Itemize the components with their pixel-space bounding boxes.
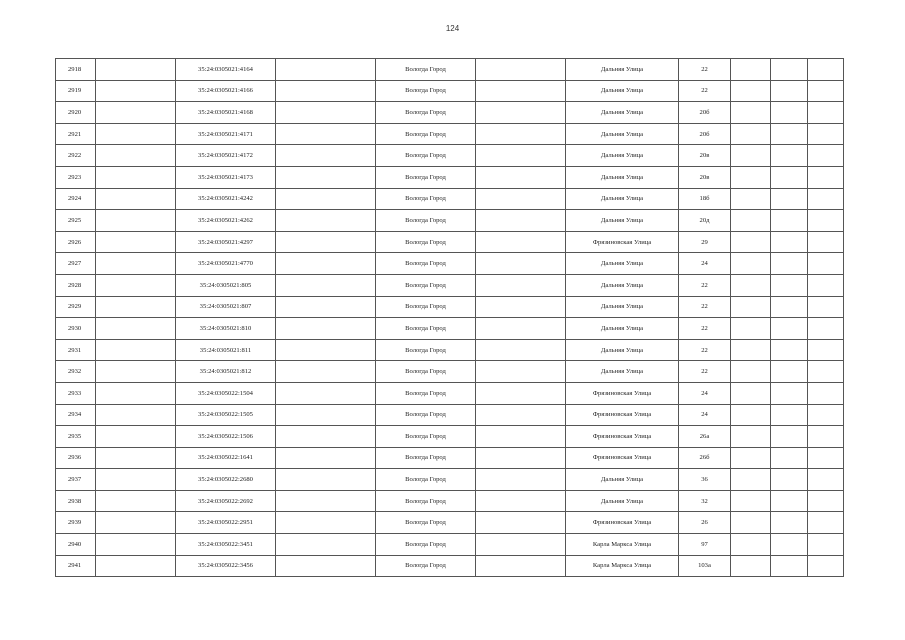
cadastral-number-cell: 35:24:0305021:812 <box>176 361 276 383</box>
house-number-cell: 20д <box>679 210 731 232</box>
empty-cell <box>276 231 376 253</box>
empty-cell <box>276 123 376 145</box>
empty-cell <box>731 145 771 167</box>
empty-cell <box>276 490 376 512</box>
city-cell: Вологда Город <box>376 512 476 534</box>
empty-cell <box>808 274 844 296</box>
empty-cell <box>476 469 566 491</box>
empty-cell <box>808 231 844 253</box>
street-cell: Дальняя Улица <box>566 145 679 167</box>
empty-cell <box>771 534 808 556</box>
empty-cell <box>476 555 566 577</box>
table-row <box>56 296 844 318</box>
row-number-cell: 2933 <box>56 382 96 404</box>
empty-cell <box>476 339 566 361</box>
empty-cell <box>476 253 566 275</box>
empty-cell <box>96 426 176 448</box>
empty-cell <box>476 166 566 188</box>
house-number-cell: 20в <box>679 145 731 167</box>
empty-cell <box>96 318 176 340</box>
empty-cell <box>771 231 808 253</box>
city-cell: Вологда Город <box>376 253 476 275</box>
empty-cell <box>731 296 771 318</box>
row-number-cell: 2918 <box>56 59 96 81</box>
house-number-cell: 26б <box>679 447 731 469</box>
street-cell: Дальняя Улица <box>566 339 679 361</box>
empty-cell <box>771 123 808 145</box>
row-number-cell: 2926 <box>56 231 96 253</box>
registry-table-body <box>56 59 844 577</box>
empty-cell <box>276 469 376 491</box>
empty-cell <box>96 512 176 534</box>
row-number-cell: 2938 <box>56 490 96 512</box>
empty-cell <box>276 210 376 232</box>
street-cell: Фрязиновская Улица <box>566 404 679 426</box>
street-cell: Дальняя Улица <box>566 59 679 81</box>
empty-cell <box>808 361 844 383</box>
cadastral-number-cell: 35:24:0305022:1641 <box>176 447 276 469</box>
empty-cell <box>771 274 808 296</box>
house-number-cell: 26а <box>679 426 731 448</box>
empty-cell <box>476 210 566 232</box>
street-cell: Карла Маркса Улица <box>566 555 679 577</box>
empty-cell <box>276 166 376 188</box>
empty-cell <box>731 274 771 296</box>
cadastral-number-cell: 35:24:0305022:1504 <box>176 382 276 404</box>
house-number-cell: 22 <box>679 339 731 361</box>
table-row <box>56 555 844 577</box>
empty-cell <box>731 447 771 469</box>
table-row <box>56 210 844 232</box>
house-number-cell: 20б <box>679 123 731 145</box>
empty-cell <box>808 59 844 81</box>
street-cell: Дальняя Улица <box>566 80 679 102</box>
empty-cell <box>276 59 376 81</box>
row-number-cell: 2923 <box>56 166 96 188</box>
cadastral-number-cell: 35:24:0305021:807 <box>176 296 276 318</box>
empty-cell <box>96 145 176 167</box>
house-number-cell: 103а <box>679 555 731 577</box>
cadastral-number-cell: 35:24:0305021:4770 <box>176 253 276 275</box>
empty-cell <box>96 102 176 124</box>
cadastral-number-cell: 35:24:0305022:2680 <box>176 469 276 491</box>
row-number-cell: 2924 <box>56 188 96 210</box>
empty-cell <box>808 166 844 188</box>
row-number-cell: 2922 <box>56 145 96 167</box>
cadastral-number-cell: 35:24:0305021:805 <box>176 274 276 296</box>
row-number-cell: 2939 <box>56 512 96 534</box>
empty-cell <box>96 166 176 188</box>
empty-cell <box>476 404 566 426</box>
street-cell: Дальняя Улица <box>566 361 679 383</box>
empty-cell <box>731 253 771 275</box>
empty-cell <box>276 512 376 534</box>
empty-cell <box>476 534 566 556</box>
city-cell: Вологда Город <box>376 59 476 81</box>
cadastral-number-cell: 35:24:0305021:4166 <box>176 80 276 102</box>
city-cell: Вологда Город <box>376 166 476 188</box>
empty-cell <box>808 339 844 361</box>
cadastral-number-cell: 35:24:0305021:4168 <box>176 102 276 124</box>
street-cell: Фрязиновская Улица <box>566 426 679 448</box>
row-number-cell: 2925 <box>56 210 96 232</box>
empty-cell <box>731 318 771 340</box>
empty-cell <box>96 210 176 232</box>
empty-cell <box>276 80 376 102</box>
city-cell: Вологда Город <box>376 296 476 318</box>
street-cell: Дальняя Улица <box>566 490 679 512</box>
empty-cell <box>96 274 176 296</box>
cadastral-number-cell: 35:24:0305022:2692 <box>176 490 276 512</box>
cadastral-number-cell: 35:24:0305022:1505 <box>176 404 276 426</box>
table-row <box>56 102 844 124</box>
empty-cell <box>731 404 771 426</box>
empty-cell <box>731 426 771 448</box>
empty-cell <box>771 555 808 577</box>
house-number-cell: 18б <box>679 188 731 210</box>
empty-cell <box>476 382 566 404</box>
empty-cell <box>808 102 844 124</box>
street-cell: Дальняя Улица <box>566 296 679 318</box>
row-number-cell: 2931 <box>56 339 96 361</box>
empty-cell <box>808 469 844 491</box>
empty-cell <box>731 555 771 577</box>
empty-cell <box>476 490 566 512</box>
empty-cell <box>808 382 844 404</box>
registry-table <box>55 58 844 577</box>
empty-cell <box>96 231 176 253</box>
empty-cell <box>476 145 566 167</box>
empty-cell <box>96 253 176 275</box>
empty-cell <box>96 296 176 318</box>
empty-cell <box>476 80 566 102</box>
street-cell: Карла Маркса Улица <box>566 534 679 556</box>
street-cell: Фрязиновская Улица <box>566 447 679 469</box>
row-number-cell: 2936 <box>56 447 96 469</box>
empty-cell <box>731 210 771 232</box>
city-cell: Вологда Город <box>376 404 476 426</box>
empty-cell <box>771 166 808 188</box>
empty-cell <box>276 555 376 577</box>
city-cell: Вологда Город <box>376 382 476 404</box>
table-row <box>56 166 844 188</box>
empty-cell <box>96 404 176 426</box>
row-number-cell: 2937 <box>56 469 96 491</box>
empty-cell <box>731 339 771 361</box>
empty-cell <box>96 490 176 512</box>
house-number-cell: 36 <box>679 469 731 491</box>
street-cell: Дальняя Улица <box>566 188 679 210</box>
street-cell: Дальняя Улица <box>566 469 679 491</box>
street-cell: Дальняя Улица <box>566 318 679 340</box>
empty-cell <box>276 339 376 361</box>
city-cell: Вологда Город <box>376 123 476 145</box>
table-row <box>56 231 844 253</box>
city-cell: Вологда Город <box>376 555 476 577</box>
empty-cell <box>276 404 376 426</box>
empty-cell <box>771 382 808 404</box>
street-cell: Фрязиновская Улица <box>566 382 679 404</box>
empty-cell <box>476 123 566 145</box>
table-row <box>56 339 844 361</box>
empty-cell <box>731 361 771 383</box>
empty-cell <box>771 447 808 469</box>
empty-cell <box>96 555 176 577</box>
empty-cell <box>96 361 176 383</box>
cadastral-number-cell: 35:24:0305021:4262 <box>176 210 276 232</box>
city-cell: Вологда Город <box>376 318 476 340</box>
house-number-cell: 29 <box>679 231 731 253</box>
empty-cell <box>808 318 844 340</box>
table-row <box>56 361 844 383</box>
house-number-cell: 24 <box>679 382 731 404</box>
empty-cell <box>771 296 808 318</box>
empty-cell <box>731 166 771 188</box>
street-cell: Дальняя Улица <box>566 123 679 145</box>
empty-cell <box>808 296 844 318</box>
empty-cell <box>96 188 176 210</box>
table-row <box>56 59 844 81</box>
empty-cell <box>808 447 844 469</box>
empty-cell <box>731 59 771 81</box>
empty-cell <box>771 404 808 426</box>
row-number-cell: 2934 <box>56 404 96 426</box>
city-cell: Вологда Город <box>376 210 476 232</box>
empty-cell <box>808 188 844 210</box>
row-number-cell: 2935 <box>56 426 96 448</box>
row-number-cell: 2927 <box>56 253 96 275</box>
empty-cell <box>276 274 376 296</box>
empty-cell <box>96 80 176 102</box>
city-cell: Вологда Город <box>376 231 476 253</box>
cadastral-number-cell: 35:24:0305021:4297 <box>176 231 276 253</box>
street-cell: Дальняя Улица <box>566 253 679 275</box>
empty-cell <box>476 102 566 124</box>
cadastral-number-cell: 35:24:0305022:2951 <box>176 512 276 534</box>
house-number-cell: 32 <box>679 490 731 512</box>
row-number-cell: 2928 <box>56 274 96 296</box>
city-cell: Вологда Город <box>376 188 476 210</box>
empty-cell <box>771 490 808 512</box>
table-row <box>56 123 844 145</box>
table-row <box>56 512 844 534</box>
house-number-cell: 97 <box>679 534 731 556</box>
empty-cell <box>96 339 176 361</box>
city-cell: Вологда Город <box>376 447 476 469</box>
table-row <box>56 447 844 469</box>
empty-cell <box>808 210 844 232</box>
table-row <box>56 490 844 512</box>
empty-cell <box>771 339 808 361</box>
empty-cell <box>276 447 376 469</box>
empty-cell <box>771 426 808 448</box>
empty-cell <box>276 188 376 210</box>
empty-cell <box>476 447 566 469</box>
empty-cell <box>276 102 376 124</box>
empty-cell <box>476 318 566 340</box>
cadastral-number-cell: 35:24:0305021:4164 <box>176 59 276 81</box>
table-row <box>56 274 844 296</box>
empty-cell <box>771 469 808 491</box>
city-cell: Вологда Город <box>376 534 476 556</box>
empty-cell <box>731 102 771 124</box>
city-cell: Вологда Город <box>376 145 476 167</box>
house-number-cell: 22 <box>679 361 731 383</box>
empty-cell <box>476 296 566 318</box>
row-number-cell: 2929 <box>56 296 96 318</box>
empty-cell <box>476 361 566 383</box>
empty-cell <box>771 188 808 210</box>
empty-cell <box>808 145 844 167</box>
empty-cell <box>731 512 771 534</box>
street-cell: Дальняя Улица <box>566 210 679 232</box>
empty-cell <box>771 210 808 232</box>
empty-cell <box>276 534 376 556</box>
empty-cell <box>276 145 376 167</box>
cadastral-number-cell: 35:24:0305021:4171 <box>176 123 276 145</box>
table-row <box>56 469 844 491</box>
empty-cell <box>476 59 566 81</box>
empty-cell <box>276 253 376 275</box>
table-row <box>56 145 844 167</box>
empty-cell <box>476 231 566 253</box>
house-number-cell: 24 <box>679 253 731 275</box>
house-number-cell: 22 <box>679 80 731 102</box>
row-number-cell: 2921 <box>56 123 96 145</box>
empty-cell <box>808 80 844 102</box>
cadastral-number-cell: 35:24:0305021:4172 <box>176 145 276 167</box>
city-cell: Вологда Город <box>376 80 476 102</box>
cadastral-number-cell: 35:24:0305021:4173 <box>176 166 276 188</box>
empty-cell <box>476 274 566 296</box>
empty-cell <box>808 534 844 556</box>
empty-cell <box>808 404 844 426</box>
row-number-cell: 2940 <box>56 534 96 556</box>
city-cell: Вологда Город <box>376 469 476 491</box>
page-number: 124 <box>445 24 460 33</box>
empty-cell <box>276 318 376 340</box>
empty-cell <box>731 534 771 556</box>
city-cell: Вологда Город <box>376 274 476 296</box>
cadastral-number-cell: 35:24:0305021:4242 <box>176 188 276 210</box>
table-row <box>56 253 844 275</box>
row-number-cell: 2920 <box>56 102 96 124</box>
empty-cell <box>771 512 808 534</box>
empty-cell <box>731 231 771 253</box>
city-cell: Вологда Город <box>376 426 476 448</box>
row-number-cell: 2930 <box>56 318 96 340</box>
house-number-cell: 22 <box>679 59 731 81</box>
street-cell: Дальняя Улица <box>566 274 679 296</box>
empty-cell <box>771 145 808 167</box>
row-number-cell: 2919 <box>56 80 96 102</box>
empty-cell <box>96 534 176 556</box>
empty-cell <box>808 490 844 512</box>
street-cell: Дальняя Улица <box>566 102 679 124</box>
table-row <box>56 382 844 404</box>
empty-cell <box>771 361 808 383</box>
empty-cell <box>476 512 566 534</box>
table-row <box>56 534 844 556</box>
empty-cell <box>808 555 844 577</box>
empty-cell <box>771 253 808 275</box>
house-number-cell: 22 <box>679 274 731 296</box>
empty-cell <box>731 188 771 210</box>
table-row <box>56 188 844 210</box>
empty-cell <box>808 512 844 534</box>
empty-cell <box>808 426 844 448</box>
cadastral-number-cell: 35:24:0305021:811 <box>176 339 276 361</box>
street-cell: Фрязиновская Улица <box>566 512 679 534</box>
empty-cell <box>771 80 808 102</box>
empty-cell <box>808 123 844 145</box>
empty-cell <box>731 123 771 145</box>
empty-cell <box>808 253 844 275</box>
empty-cell <box>476 188 566 210</box>
city-cell: Вологда Город <box>376 102 476 124</box>
empty-cell <box>276 296 376 318</box>
city-cell: Вологда Город <box>376 490 476 512</box>
empty-cell <box>476 426 566 448</box>
empty-cell <box>96 469 176 491</box>
empty-cell <box>96 123 176 145</box>
table-row <box>56 80 844 102</box>
empty-cell <box>96 447 176 469</box>
house-number-cell: 22 <box>679 318 731 340</box>
empty-cell <box>731 80 771 102</box>
row-number-cell: 2941 <box>56 555 96 577</box>
city-cell: Вологда Город <box>376 339 476 361</box>
empty-cell <box>771 102 808 124</box>
empty-cell <box>276 382 376 404</box>
table-row <box>56 404 844 426</box>
cadastral-number-cell: 35:24:0305022:3451 <box>176 534 276 556</box>
empty-cell <box>96 382 176 404</box>
house-number-cell: 26 <box>679 512 731 534</box>
cadastral-number-cell: 35:24:0305022:3456 <box>176 555 276 577</box>
house-number-cell: 22 <box>679 296 731 318</box>
empty-cell <box>771 59 808 81</box>
empty-cell <box>771 318 808 340</box>
table-row <box>56 318 844 340</box>
house-number-cell: 20в <box>679 166 731 188</box>
row-number-cell: 2932 <box>56 361 96 383</box>
house-number-cell: 20б <box>679 102 731 124</box>
city-cell: Вологда Город <box>376 361 476 383</box>
empty-cell <box>276 426 376 448</box>
cadastral-number-cell: 35:24:0305021:810 <box>176 318 276 340</box>
street-cell: Фрязиновская Улица <box>566 231 679 253</box>
empty-cell <box>276 361 376 383</box>
empty-cell <box>731 490 771 512</box>
table-row <box>56 426 844 448</box>
street-cell: Дальняя Улица <box>566 166 679 188</box>
cadastral-number-cell: 35:24:0305022:1506 <box>176 426 276 448</box>
house-number-cell: 24 <box>679 404 731 426</box>
empty-cell <box>96 59 176 81</box>
empty-cell <box>731 382 771 404</box>
empty-cell <box>731 469 771 491</box>
